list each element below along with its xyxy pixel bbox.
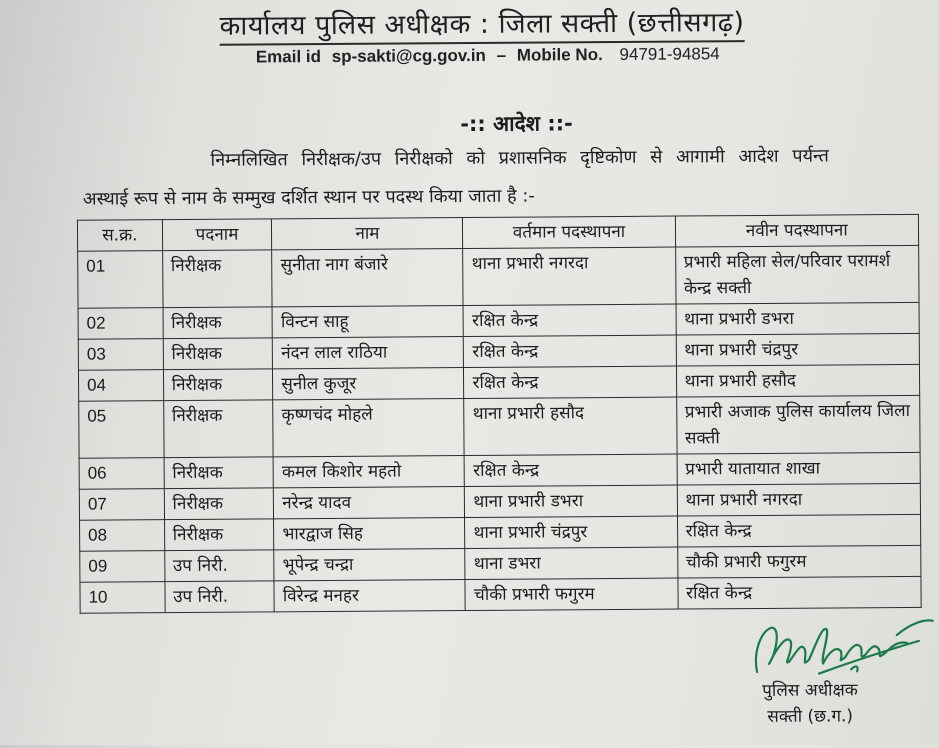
new-posting-cell: थाना प्रभारी डभरा [676, 302, 920, 335]
designation-cell: निरीक्षक [163, 307, 273, 339]
signatory-location: सक्ती (छ.ग.) [767, 706, 854, 727]
name-cell: कमल किशोर महतो [273, 456, 464, 488]
current-posting-cell: थाना प्रभारी हसौद [464, 397, 676, 455]
designation-cell: उप निरी. [165, 581, 275, 613]
name-cell: नरेन्द्र यादव [274, 487, 465, 519]
designation-cell: निरीक्षक [162, 250, 272, 308]
designation-cell: उप निरी. [164, 550, 274, 582]
name-cell: भारद्वाज सिह [274, 518, 465, 550]
current-posting-cell: चौकी प्रभारी फगुरम [465, 578, 677, 610]
new-posting-cell: रक्षित केन्द्र [677, 576, 921, 609]
table-row [78, 245, 919, 308]
column-header-current-posting: वर्तमान पदस्थापना [463, 216, 675, 248]
handwritten-signature [747, 611, 937, 684]
serial-cell: 02 [78, 308, 163, 340]
new-posting-cell: प्रभारी अजाक पुलिस कार्यालय जिला सक्ती [676, 395, 920, 454]
serial-cell: 06 [79, 458, 164, 490]
table-row [79, 395, 920, 458]
column-header-serial: स.क्र. [77, 220, 162, 252]
designation-cell: निरीक्षक [163, 400, 273, 458]
serial-cell: 09 [80, 551, 165, 583]
designation-cell: निरीक्षक [163, 338, 273, 370]
name-cell: विन्टन साहू [272, 306, 463, 338]
new-posting-cell: प्रभारी महिला सेल/परिवार परामर्श केन्द्र सक्ती [675, 245, 919, 304]
serial-cell: 05 [79, 401, 164, 459]
contact-separator: – [496, 45, 507, 65]
mobile-label: Mobile No. [516, 45, 603, 65]
designation-cell: निरीक्षक [164, 457, 274, 489]
name-cell: विरेन्द्र मनहर [274, 580, 465, 612]
order-paragraph-line-2: अस्थाई रूप से नाम के सम्मुख दर्शित स्थान पर पदस्थ किया जाता है :- [82, 185, 535, 210]
serial-cell: 03 [78, 339, 163, 371]
current-posting-cell: रक्षित केन्द्र [464, 304, 676, 336]
designation-cell: निरीक्षक [164, 519, 274, 551]
current-posting-cell: थाना प्रभारी चंद्रपुर [465, 516, 677, 548]
column-header-designation: पदनाम [162, 219, 272, 251]
name-cell: भूपेन्द्र चन्द्रा [274, 549, 465, 581]
serial-cell: 04 [78, 370, 163, 402]
current-posting-cell: रक्षित केन्द्र [465, 454, 677, 486]
order-heading: -:: आदेश ::- [460, 111, 573, 137]
table-row [80, 576, 921, 613]
current-posting-cell: थाना प्रभारी नगरदा [463, 247, 675, 305]
column-header-name: नाम [272, 218, 463, 250]
serial-cell: 08 [80, 520, 165, 552]
signatory-designation: पुलिस अधीक्षक [762, 680, 858, 701]
current-posting-cell: रक्षित केन्द्र [464, 366, 676, 398]
office-title: कार्यालय पुलिस अधीक्षक : जिला सक्ती (छत्तीसगढ़) [219, 2, 744, 46]
order-paragraph-line-1: निम्नलिखित निरीक्षक/उप निरीक्षको को प्रशासनिक दृष्टिकोण से आगामी आदेश पर्यन्त [210, 145, 829, 171]
new-posting-cell: थाना प्रभारी नगरदा [677, 483, 921, 516]
new-posting-cell: थाना प्रभारी हसौद [676, 364, 920, 397]
contact-line [256, 44, 726, 67]
new-posting-cell: प्रभारी यातायात शाखा [677, 452, 921, 485]
name-cell: कृष्णचंद मोहले [273, 399, 465, 457]
name-cell: सुनील कुजूर [273, 368, 464, 400]
serial-cell: 07 [79, 489, 164, 521]
current-posting-cell: रक्षित केन्द्र [464, 335, 676, 367]
current-posting-cell: थाना डभरा [465, 547, 677, 579]
new-posting-cell: चौकी प्रभारी फगुरम [677, 545, 921, 578]
designation-cell: निरीक्षक [163, 369, 273, 401]
name-cell: सुनीता नाग बंजारे [272, 249, 464, 307]
column-header-new-posting: नवीन पदस्थापना [675, 214, 919, 247]
email-address: sp-sakti@cg.gov.in [331, 45, 486, 66]
serial-cell: 01 [78, 251, 163, 309]
mobile-number: 94791-94854 [619, 44, 720, 64]
new-posting-cell: थाना प्रभारी चंद्रपुर [676, 333, 920, 366]
name-cell: नंदन लाल राठिया [273, 337, 464, 369]
new-posting-cell: रक्षित केन्द्र [677, 514, 921, 547]
transfer-table [77, 214, 922, 614]
current-posting-cell: थाना प्रभारी डभरा [465, 485, 677, 517]
serial-cell: 10 [80, 582, 165, 614]
signatory-block [762, 677, 858, 730]
email-label: Email id [255, 47, 322, 67]
designation-cell: निरीक्षक [164, 488, 274, 520]
